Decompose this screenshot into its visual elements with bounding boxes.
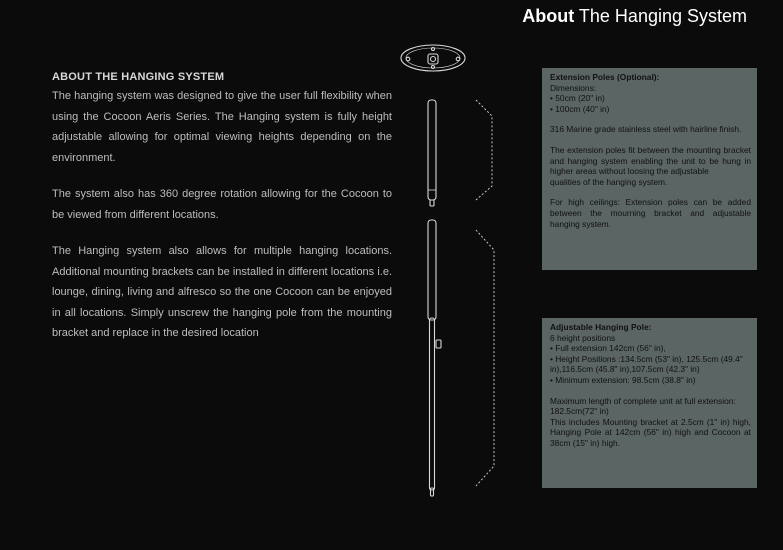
about-paragraph-2: The system also has 360 degree rotation allowing for the Cocoon to be viewed from different locations. — [52, 188, 392, 221]
high-ceilings-note: For high ceilings: Extension poles can be added between the mourning bracket and adjustable hanging system. — [550, 197, 751, 229]
height-positions-2: in),116.5cm (45.8" in),107.5cm (42.3" in) — [550, 364, 700, 375]
page-title — [522, 6, 747, 27]
material-text: 316 Marine grade stainless steel with hairline finish. — [550, 124, 742, 135]
height-positions-count: 6 height positions — [550, 332, 616, 343]
hanging-pole-icon — [428, 220, 441, 496]
dimension-100: • 100cm (40" in) — [550, 103, 610, 114]
hanging-bracket-dashes-icon — [476, 230, 494, 486]
dimension-50: • 50cm (20" in) — [550, 93, 605, 104]
hanging-system-drawing — [390, 38, 530, 508]
extension-description: The extension poles fit between the mounting bracket and hanging system enabling the unit to be hung in higher areas without loosing the adjustable — [550, 144, 751, 177]
max-length-label: Maximum length of complete unit at full extension: — [550, 395, 736, 406]
page-title-bold: About — [522, 6, 575, 26]
dimensions-label: Dimensions: — [550, 82, 597, 93]
hanging-pole-panel — [542, 318, 757, 488]
extension-poles-panel — [542, 68, 757, 270]
hanging-pole-title: Adjustable Hanging Pole: — [550, 322, 652, 332]
extension-bracket-dashes-icon — [476, 100, 492, 200]
about-section — [52, 68, 392, 360]
includes-note: This includes Mounting bracket at 2.5cm (1" in) high, Hanging Pole at 142cm (56" in) high and Cocoon at 38cm (15" in) high. — [550, 416, 751, 448]
full-extension: • Full extension 142cm (56" in), — [550, 343, 666, 354]
about-heading: ABOUT THE HANGING SYSTEM — [52, 71, 225, 83]
mounting-bracket-icon — [401, 45, 465, 71]
about-paragraph-1: The hanging system was designed to give the user full flexibility when using the Cocoon Aeris Series. The Hanging system is fully height adjustable allowing for optimal viewing heights depending on the environment. — [52, 90, 392, 164]
extension-description-2: qualities of the hanging system. — [550, 176, 668, 187]
extension-pole-icon — [428, 100, 436, 206]
height-positions: • Height Positions :134.5cm (53" in), 125.5cm (49.4" — [550, 353, 743, 364]
about-paragraph-3: The Hanging system also allows for multiple hanging locations. Additional mounting brackets can be installed in different locations i.e. lounge, dining, living and alfresco so the one Cocoon can be enjoyed in all locations. Simply unscrew the hanging pole from the mounting bracket and replace in the desired location — [52, 245, 392, 339]
extension-poles-title: Extension Poles (Optional): — [550, 72, 660, 82]
max-length-value: 182.5cm(72" in) — [550, 406, 609, 417]
minimum-extension: • Minimum extension: 98.5cm (38.8" in) — [550, 374, 696, 385]
page-title-rest: The Hanging System — [574, 6, 747, 26]
